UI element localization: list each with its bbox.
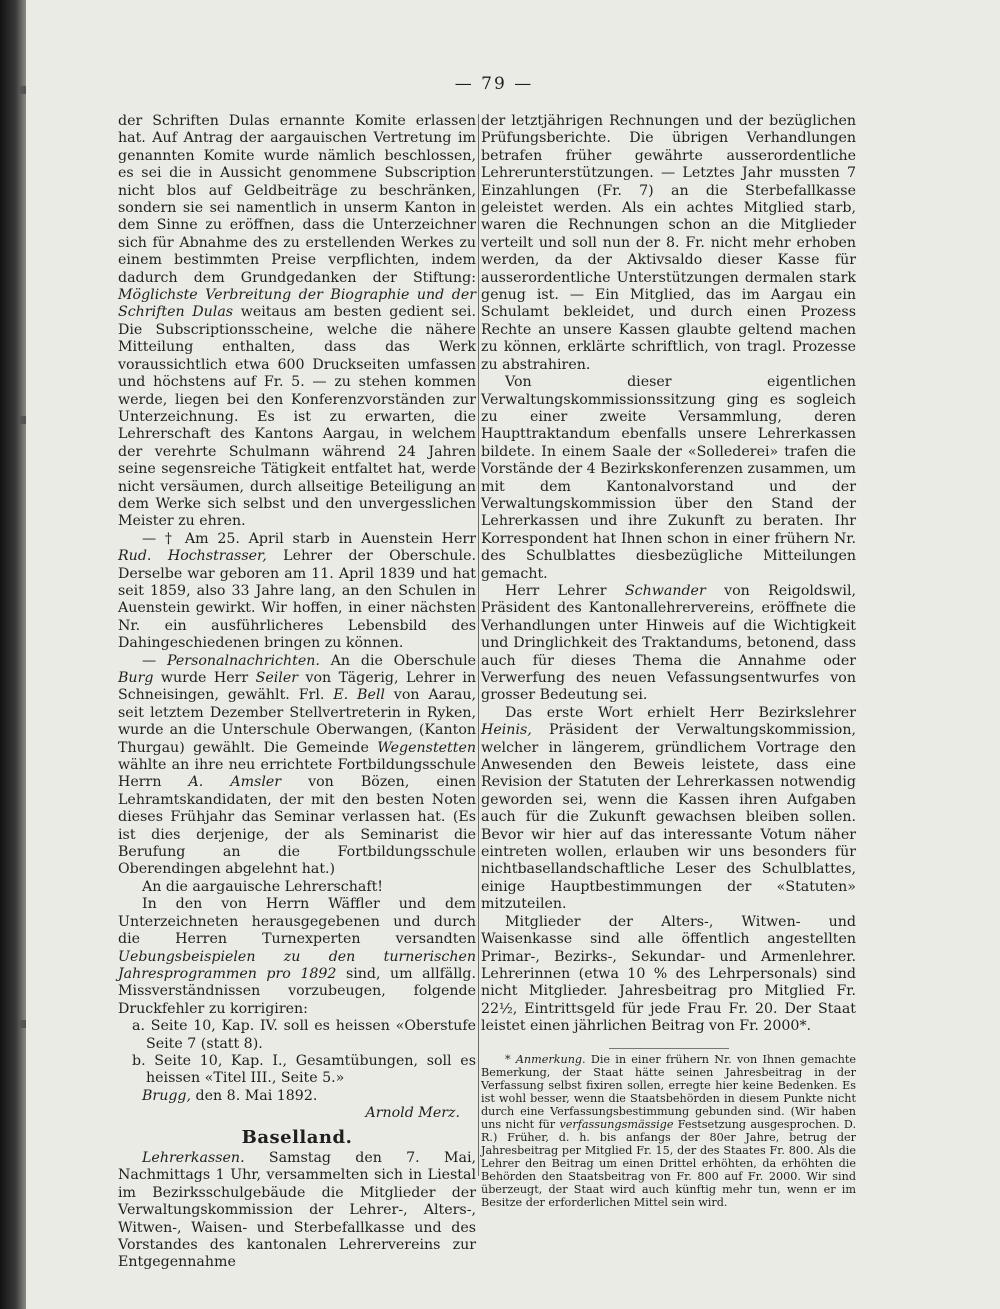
signature: [118, 1105, 476, 1122]
paragraph: der letztjährigen Rechnungen und der bezüglichen Prüfungsberichte. Die übrigen Verhandlungen betrafen früher gewährte ausserordentliche Lehrerunterstützungen. — Letztes Jahr mussten 7 Einzahlungen (Fr. 7) an die Sterbefallkasse geleistet werden. Als ein achtes Mitglied starb, waren die Rechnungen schon an die Mitglieder verteilt und soll nun der 8. Fr. nicht mehr erhoben werden, da der Aktivsaldo dieser Kasse für ausserordentliche Unterstützungen dermalen stark genug ist. — Ein Mitglied, das im Aargau ein Schulamt bekleidet, und durch einen Prozess Rechte an unsere Kassen glaubte geltend machen zu können, erklärte schriftlich, von tragl. Prozesse zu abstrahiren.: [481, 113, 856, 373]
text: Festsetzung ausgesprochen. D. R.) Früher, d. h. bis anfangs der 80er Jahre, betrug der Jahresbeitrag per Mitglied Fr. 15, der des Staates Fr. 800. Als die Lehrer den Beitrag um einen Drittel erhöhten, da erhöhten die Behörden den Staatsbeitrag von Fr. 800 auf Fr. 2000. Wir sind überzeugt, der Staat wird auch künftig mehr tun, wenn er im Besitze der erforderlichen Mittel sein wird.: [481, 1117, 856, 1209]
text: wurde Herr: [153, 670, 256, 686]
text: — † Am 25. April starb in Auenstein Herr: [142, 530, 476, 547]
column-divider: [478, 114, 479, 1176]
dateline: [118, 1088, 476, 1105]
paragraph: Mitglieder der Alters-, Witwen- und Waisenkasse sind alle öffentlich angestellten Primar-, Bezirks-, Sekundar- und Armenlehrer. Lehrerinnen (etwa 10 % des Lehrpersonals) sind nicht Mitglieder. Jahresbeitrag pro Mitglied Fr. 22½, Eintrittsgeld für jede Frau Fr. 20. Der Staat leistet einen jährlichen Beitrag von Fr. 2000*.: [481, 913, 856, 1035]
paragraph: [118, 1150, 476, 1272]
paragraph: [118, 896, 476, 1018]
list-item: a. Seite 10, Kap. IV. soll es heissen «Oberstufe Seite 7 (statt 8).: [132, 1018, 476, 1052]
person-name: Schwander: [624, 582, 706, 599]
place-name: Wegenstetten: [377, 739, 476, 756]
paragraph: [118, 653, 476, 879]
heading-inline: Lehrerkassen.: [142, 1149, 245, 1166]
footnote-separator: [609, 1048, 729, 1049]
person-name: Heinis,: [481, 722, 532, 739]
address-line: An die aargauische Lehrerschaft!: [142, 878, 383, 895]
emphasis: Uebungsbeispielen zu den turnerischen Jahresprogrammen pro 1892: [118, 948, 476, 982]
text: von Tägerig, Lehrer in Schneisingen, gewählt. Frl.: [118, 670, 476, 704]
person-name: E. Bell: [333, 687, 385, 704]
person-name: Seiler: [255, 670, 299, 686]
paragraph: [481, 705, 856, 914]
person-name: A. Amsler: [188, 774, 282, 791]
text: wählte an ihre neu errichtete Fortbildungsschule Herrn: [118, 757, 476, 791]
heading-inline: Personalnachrichten.: [167, 652, 320, 669]
text: *: [505, 1052, 516, 1066]
footnote-label: Anmerkung.: [515, 1052, 586, 1066]
text: —: [142, 652, 167, 669]
binding-gutter: [0, 0, 26, 1309]
text: An die Oberschule: [319, 652, 476, 669]
paragraph: [118, 113, 476, 531]
emphasis: Möglichste Verbreitung der Biographie und der Schriften Dulas: [118, 287, 476, 321]
section-title: Baselland.: [241, 1126, 353, 1148]
text: von Reigoldswil, Präsident des Kantonallehrervereins, eröffnete die Verhandlungen unter Hinweis auf die Wichtigkeit und Dringlichkeit des Traktandums, betonend, dass auch für dieses Thema die Annahme oder Verwerfung des neuen Vefassungsentwurfes von grosser Bedeutung sei.: [481, 582, 856, 704]
place-name: Burg: [118, 670, 154, 686]
signature-name: Arnold Merz.: [365, 1105, 460, 1122]
text: der Schriften Dulas ernannte Komite erlassen hat. Auf Antrag der aargauischen Vertretung im genannten Komite wurde nämlich beschlossen, es sei die in Aussicht genommene Subscription nicht blos auf Geldbeiträge zu beschränken, sondern sie sei namentlich in unserm Kanton in dem Sinne zu eröffnen, dass die Unterzeichner sich für Abnahme des zu erstellenden Werkes zu einem bestimmten Preise verpflichten, indem dadurch dem Grundgedanken der Stiftung:: [118, 113, 476, 286]
paragraph: [481, 583, 856, 705]
place-name: Brugg,: [142, 1087, 192, 1104]
text: In den von Herrn Wäffler und dem Unterzeichneten herausgegebenen und durch die Herren Turnexperten versandten: [118, 896, 476, 948]
emphasis: verfassungsmässige: [559, 1117, 674, 1131]
date: den 8. Mai 1892.: [191, 1087, 318, 1104]
text: von Bözen, einen Lehramtskandidaten, der mit den besten Noten dieses Frühjahr das Seminar verlassen hat. (Es ist dies derjenige, der als Seminarist die Berufung an die Fortbildungsschule Oberendingen abgelehnt hat.): [118, 774, 476, 878]
right-column: [481, 113, 856, 1209]
paragraph: Von dieser eigentlichen Verwaltungskommissionssitzung ging es sogleich zu einer zweite Versammlung, deren Haupttraktandum ebenfalls unsere Lehrerkassen bildete. In einem Saale der «Sollederei» trafen die Vorstände der 4 Bezirkskonferenzen zusammen, um mit dem Kantonalvorstand und der Verwaltungskommission über den Stand der Lehrerkassen und ihre Zukunft zu beraten. Ihr Korrespondent hat Ihnen schon in einer frühern Nr. des Schulblattes diesbezügliche Mitteilungen gemacht.: [481, 374, 856, 582]
text: Herr Lehrer: [505, 582, 625, 599]
person-name: Rud. Hochstrasser,: [118, 548, 267, 565]
text: Das erste Wort erhielt Herr Bezirkslehrer: [505, 704, 856, 721]
footnote: [481, 1053, 856, 1209]
text: von Aarau, seit letztem Dezember Stellvertreterin in Ryken, wurde an die Unterschule Oberwangen, (Kanton Thurgau) gewählt. Die Gemeinde: [118, 687, 476, 756]
paragraph: [118, 531, 476, 653]
text: Samstag den 7. Mai, Nachmittags 1 Uhr, versammelten sich in Liestal im Bezirksschulgebäude die Mitglieder der Verwaltungskommission der Lehrer-, Alters-, Witwen-, Waisen- und Sterbefallkasse und des Vorstandes des kantonalen Lehrervereins zur Entgegennahme: [118, 1149, 476, 1271]
text: Die in einer frühern Nr. von Ihnen gemachte Bemerkung, der Staat hätte seinen Jahresbeitrag in der Verfassung selbst fixiren sollen, erregte hier keine Bedenken. Es ist wohl besser, wenn die Staatsbehörden in diesem Punkte nicht durch eine Verfassungsbestimmung gebunden sind. (Wir haben uns nicht für: [481, 1052, 856, 1131]
text: Präsident der Verwaltungskommission, welcher in längerem, gründlichem Vortrage den Anwesenden den Beweis leistete, dass eine Revision der Statuten der Lehrerkassen notwendig geworden sei, wenn die Kassen ihren Aufgaben auch für die Zukunft gewachsen bleiben sollen. Bevor wir hier auf das interessante Votum näher eintreten wollen, erlauben wir uns besonders für nichtbasellandschaftliche Leser des Schulblattes, einige Hauptbestimmungen der «Statuten» mitzuteilen.: [481, 722, 856, 913]
text: sind, um allfällg. Missverständnissen vorzubeugen, folgende Druckfehler zu korrigiren:: [118, 965, 476, 1017]
text: Lehrer der Oberschule. Derselbe war geboren am 11. April 1839 und hat seit 1859, also 33 Jahre lang, an den Schulen in Auenstein gewirkt. Wir hoffen, in einer nächsten Nr. ein ausführlicheres Lebensbild des Dahingeschiedenen bringen zu können.: [118, 548, 476, 652]
text: weitaus am besten gedient sei. Die Subscriptionsscheine, welche die nähere Mitteilung enthalten, dass das Werk voraussichtlich etwa 600 Druckseiten umfassen und höchstens auf Fr. 5. — zu stehen kommen werde, liegen bei den Konferenzvorständen zur Unterzeichnung. Es ist zu erwarten, die Lehrerschaft des Kantons Aargau, in welchem der verehrte Schulmann während 24 Jahren seine segensreiche Tätigkeit entfaltet hat, werde nicht versäumen, durch allseitige Beteiligung an dem Werke sich selbst und den unvergesslichen Meister zu ehren.: [118, 304, 476, 530]
left-column: [118, 113, 476, 1272]
list-item: b. Seite 10, Kap. I., Gesamtübungen, soll es heissen «Titel III., Seite 5.»: [132, 1052, 476, 1087]
page-number: — 79 —: [454, 74, 534, 94]
